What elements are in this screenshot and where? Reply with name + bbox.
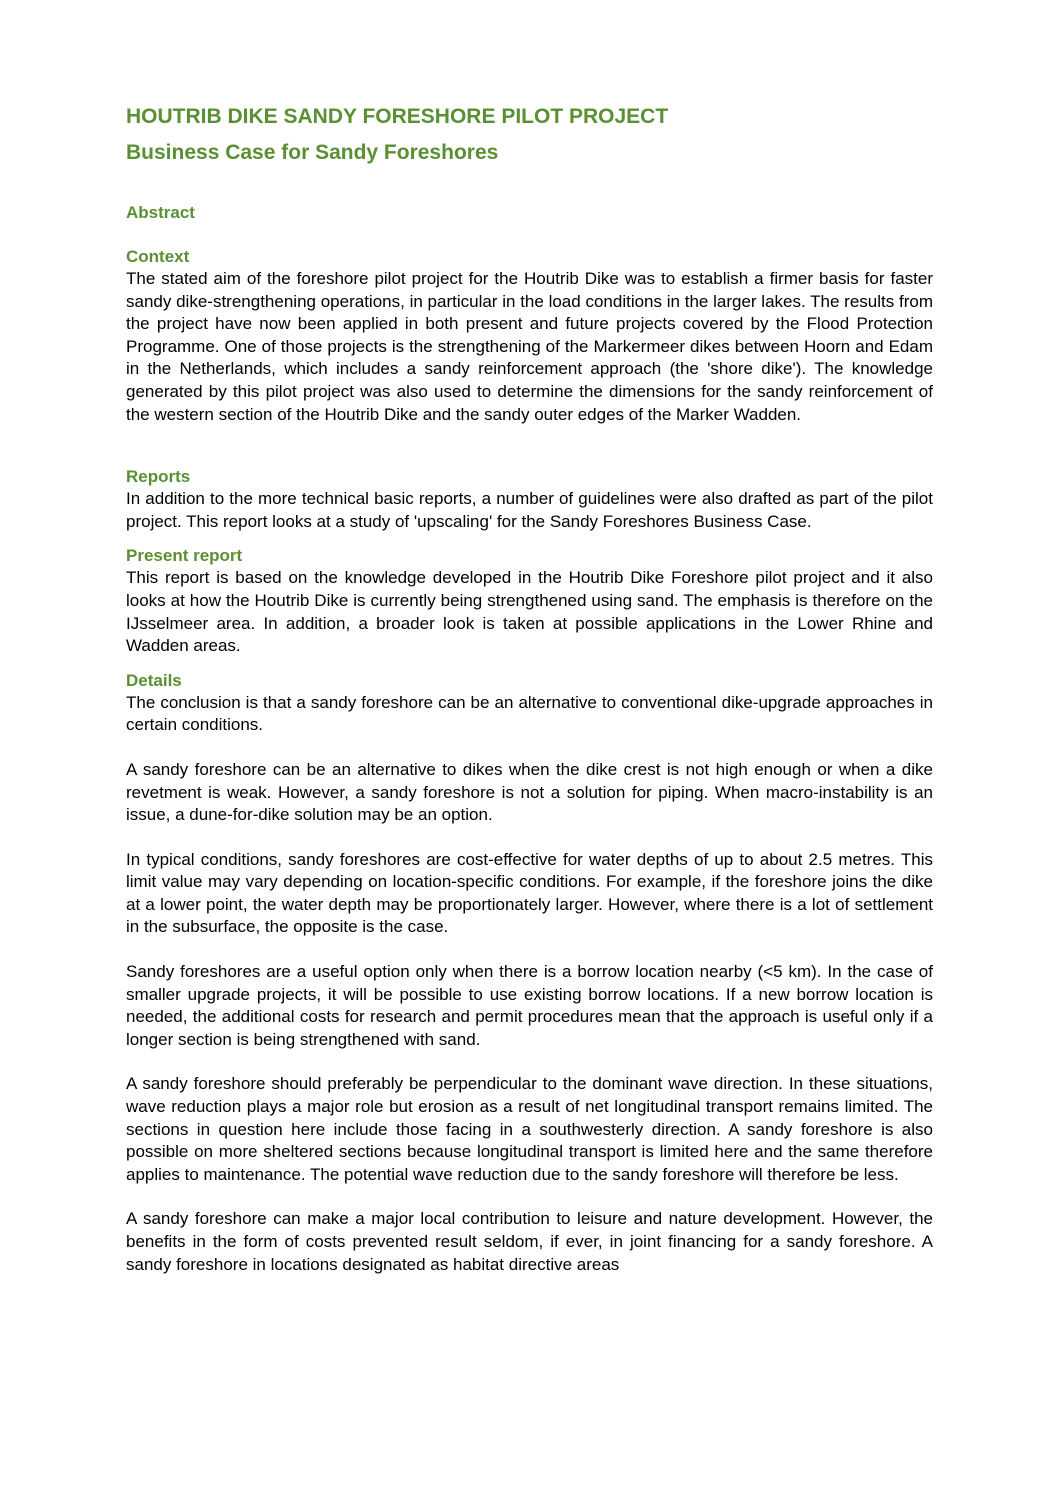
abstract-heading: Abstract xyxy=(126,203,195,222)
details-paragraph: A sandy foreshore can be an alternative to dikes when the dike crest is not high enough or when a dike revetment is weak. However, a sandy foreshore is not a solution for piping. When macro-instability is an issue, a dune-for-dike solution may be an option. xyxy=(126,759,933,825)
document-page xyxy=(126,104,933,1276)
details-paragraph: A sandy foreshore can make a major local contribution to leisure and nature development. However, the benefits in the form of costs prevented result seldom, if ever, in joint financing for a sandy foreshore. A sandy foreshore in locations designated as habitat directive areas xyxy=(126,1209,933,1274)
document-title: HOUTRIB DIKE SANDY FORESHORE PILOT PROJECT xyxy=(126,105,669,128)
details-section xyxy=(126,670,933,1276)
present-report-paragraph: This report is based on the knowledge developed in the Houtrib Dike Foreshore pilot project and it also looks at how the Houtrib Dike is currently being strengthened using sand. The emphasis is therefore on the IJsselmeer area. In addition, a broader look is taken at possible applications in the Lower Rhine and Wadden areas. xyxy=(126,568,933,656)
details-heading: Details xyxy=(126,670,182,690)
details-paragraph: The conclusion is that a sandy foreshore can be an alternative to conventional dike-upgrade approaches in certain conditions. xyxy=(126,692,933,735)
present-report-heading: Present report xyxy=(126,546,243,566)
reports-section xyxy=(126,466,933,533)
reports-heading: Reports xyxy=(126,467,191,487)
details-paragraph: A sandy foreshore should preferably be perpendicular to the dominant wave direction. In these situations, wave reduction plays a major role but erosion as a result of net longitudinal transport remains limited. The sections in question here include those facing in a southwesterly direction. A sandy foreshore is also possible on more sheltered sections because longitudinal transport is limited here and the same therefore applies to maintenance. The potential wave reduction due to the sandy foreshore will therefore be less. xyxy=(126,1074,933,1184)
context-paragraph: The stated aim of the foreshore pilot project for the Houtrib Dike was to establish a firmer basis for faster sandy dike-strengthening operations, in particular in the load conditions in the larger lakes. The results from the project have now been applied in both present and future projects covered by the Flood Protection Programme. One of those projects is the strengthening of the Markermeer dikes between Hoorn and Edam in the Netherlands, which includes a sandy reinforcement approach (the 'shore dike'). The knowledge generated by this pilot project was also used to determine the dimensions for the sandy reinforcement of the western section of the Houtrib Dike and the sandy outer edges of the Marker Wadden. xyxy=(126,269,933,424)
details-paragraph: In typical conditions, sandy foreshores are cost-effective for water depths of up to about 2.5 metres. This limit value may vary depending on location-specific conditions. For example, if the foreshore joins the dike at a lower point, the water depth may be proportionately larger. However, where there is a lot of settlement in the subsurface, the opposite is the case. xyxy=(126,849,933,937)
present-report-section xyxy=(126,545,933,657)
reports-paragraph: In addition to the more technical basic reports, a number of guidelines were also drafted as part of the pilot project. This report looks at a study of 'upscaling' for the Sandy Foreshores Business Case. xyxy=(126,489,933,531)
document-subtitle: Business Case for Sandy Foreshores xyxy=(126,141,499,164)
context-heading: Context xyxy=(126,247,190,266)
details-paragraph: Sandy foreshores are a useful option only when there is a borrow location nearby (<5 km). In the case of smaller upgrade projects, it will be possible to use existing borrow locations. If a new borrow location is needed, the additional costs for research and permit procedures mean that the approach is useful only if a longer section is being strengthened with sand. xyxy=(126,962,933,1049)
context-section xyxy=(126,246,933,426)
